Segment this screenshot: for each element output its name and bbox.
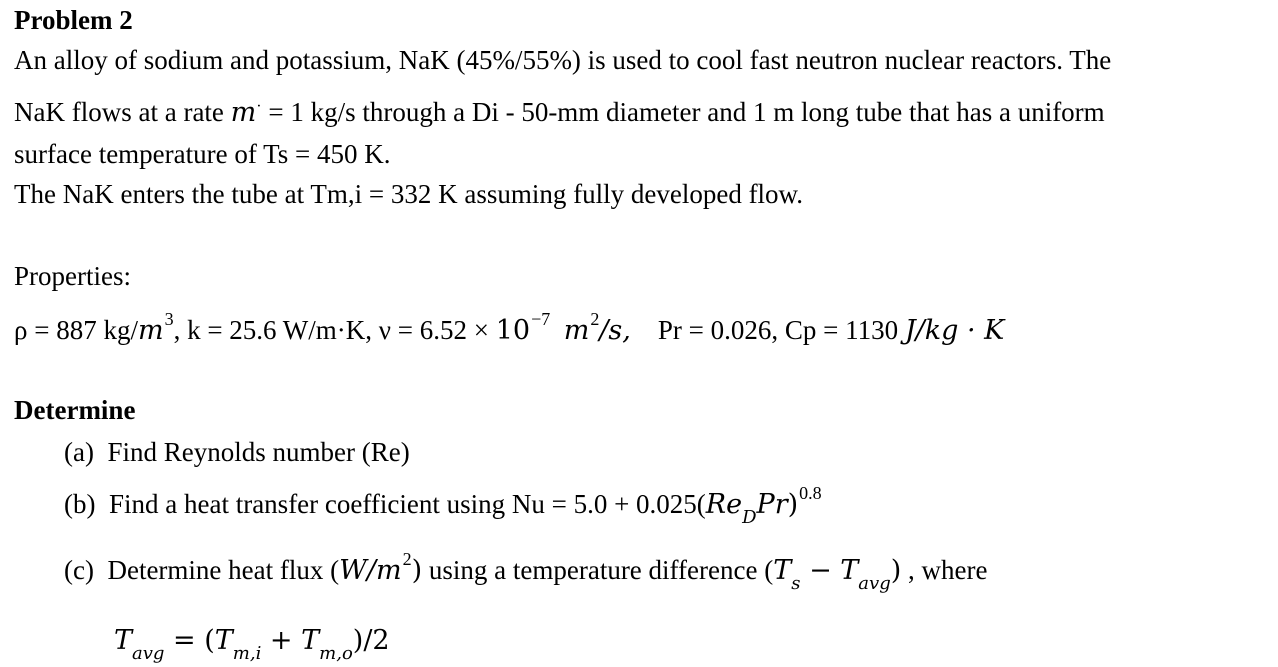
reynolds-symbol: Re [705,489,743,520]
item-b [64,483,822,528]
eq-tmi-subscript: m,i [232,643,262,664]
eq-plus: + [261,625,302,656]
viscosity-unit-rest: /s, [599,315,631,346]
density-unit-exp: 3 [164,309,174,329]
problem-title: Problem 2 [14,5,133,35]
prandtl-symbol: Pr [756,489,788,520]
prandtl-cp-text: Pr = 0.026, Cp = 1130 [657,315,905,345]
ten-exponent: −7 [531,309,551,329]
mass-flow-symbol: m [230,97,257,128]
viscosity-unit-m: m [563,315,590,346]
intro-line-1: An alloy of sodium and potassium, NaK (45%/55%) is used to cool fast neutron nuclear reactors. The [14,45,1112,75]
item-c-close: ) [890,555,902,586]
intro-line-2 [14,96,1105,133]
eq-tmo-subscript: m,o [319,643,353,664]
minus-sign: − [800,555,841,586]
intro-line-3: surface temperature of Ts = 450 K. [14,139,391,169]
viscosity-unit-exp: 2 [590,309,600,329]
eq-tavg-symbol: T [114,625,133,656]
item-b-label: (b) [64,489,96,519]
item-c-label: (c) [64,555,94,585]
mass-flow-dot: · [256,98,262,115]
cp-unit: J/kg · K [904,315,1005,346]
avg-temp-symbol: T [840,555,859,586]
determine-heading: Determine [14,395,136,425]
intro-line-2b: = 1 kg/s through a Di - 50-mm diameter and 1 m long tube that has a uniform [261,97,1105,127]
flux-unit-exp: 2 [402,549,412,569]
item-c-text2: using a temperature difference ( [422,555,774,585]
avg-temp-subscript: avg [858,573,891,594]
eq-tmo-symbol: T [301,625,320,656]
nusselt-exponent: 0.8 [799,483,822,503]
item-a-text: Find Reynolds number (Re) [107,437,410,467]
intro-line-2a: NaK flows at a rate [14,97,231,127]
item-a-label: (a) [64,437,94,467]
density-text: ρ = 887 kg/ [14,315,138,345]
eq-close: )/2 [352,625,390,656]
density-unit-m: m [137,315,164,346]
eq-equals: = ( [164,625,215,656]
properties-heading: Properties: [14,261,131,291]
properties-line [14,309,1005,349]
avg-temp-equation [114,624,390,664]
eq-tavg-subscript: avg [132,643,165,664]
reynolds-subscript: D [742,507,757,528]
item-c [64,549,988,594]
flux-unit: W/m [339,555,402,586]
eq-tmi-symbol: T [214,625,233,656]
flux-unit-close: ) [411,555,423,586]
item-b-close: ) [787,489,799,520]
intro-line-4: The NaK enters the tube at Tm,i = 332 K assuming fully developed flow. [14,179,804,209]
item-c-text: Determine heat flux ( [107,555,340,585]
item-b-text: Find a heat transfer coefficient using Nu = 5.0 + 0.025( [108,489,706,519]
surface-temp-symbol: T [773,555,792,586]
conductivity-text: , k = 25.6 W/m·K, ν = 6.52 × [173,315,496,345]
ten-base: 10 [495,315,531,346]
item-a [64,436,410,468]
item-c-where: , where [901,555,988,585]
surface-temp-subscript: s [791,573,801,594]
